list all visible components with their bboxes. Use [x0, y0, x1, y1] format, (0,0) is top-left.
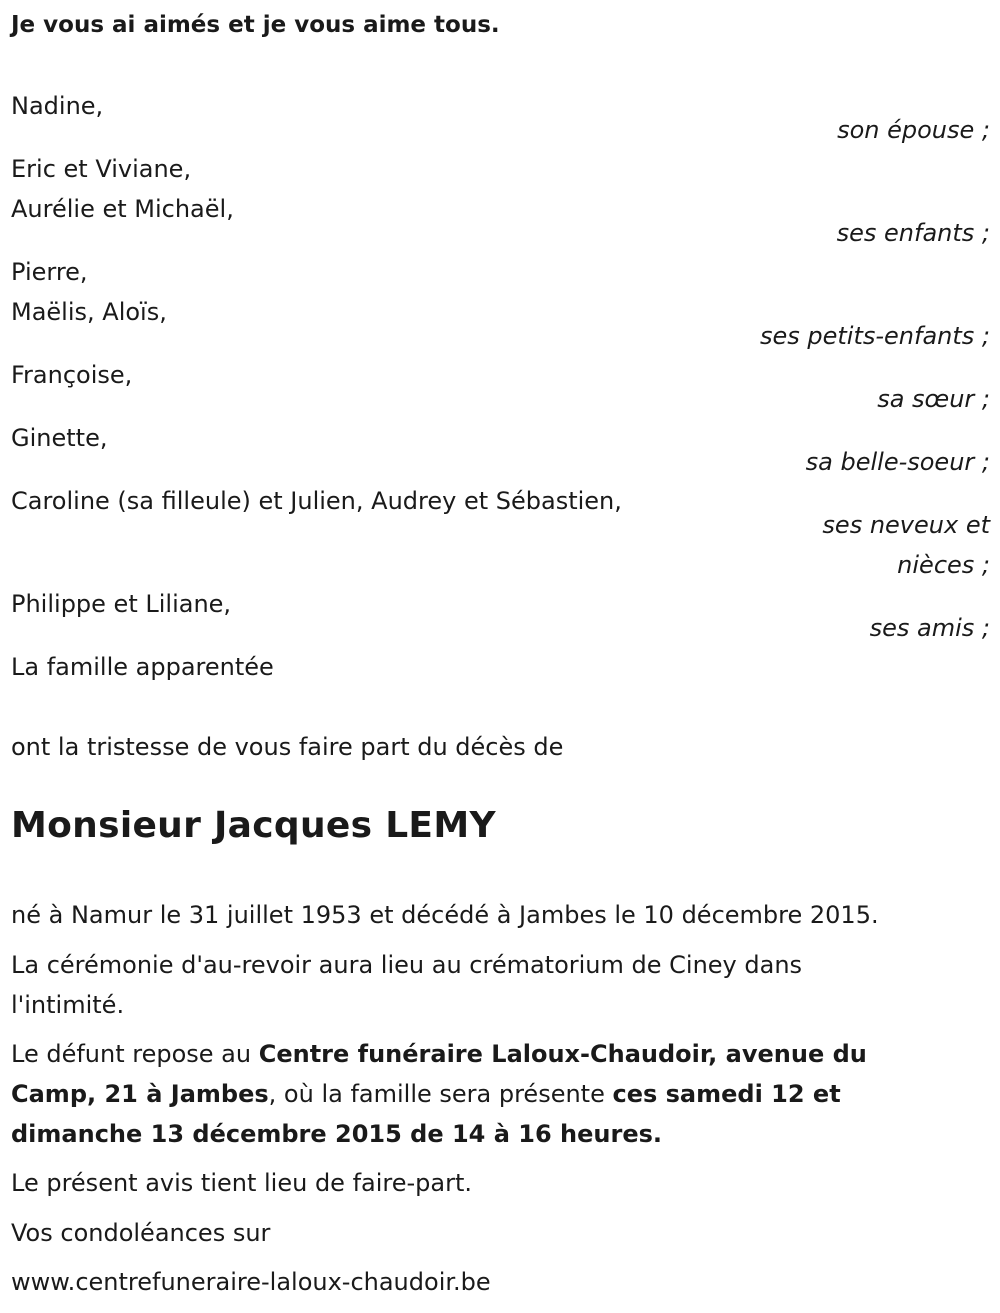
grandchildren-line-1: Pierre, [11, 258, 88, 286]
deceased-name: Monsieur Jacques LEMY [11, 805, 496, 846]
sister-in-law-name: Ginette, [11, 424, 108, 452]
rest-line-3 [11, 1122, 662, 1146]
children-line-2: Aurélie et Michaël, [11, 195, 234, 223]
sister-in-law-role: sa belle-soeur ; [805, 448, 990, 476]
notice: Le présent avis tient lieu de faire-part. [11, 1169, 473, 1197]
visiting-days-start: ces samedi 12 et [612, 1080, 841, 1108]
rest-line-2 [11, 1082, 841, 1106]
motto: Je vous ai aimés et je vous aime tous. [11, 12, 500, 38]
children-role: ses enfants ; [836, 219, 990, 247]
spouse-role: son épouse ; [837, 116, 990, 144]
announcement: ont la tristesse de vous faire part du décès de [11, 733, 564, 761]
grandchildren-role: ses petits-enfants ; [759, 322, 990, 350]
grandchildren-line-2: Maëlis, Aloïs, [11, 298, 167, 326]
obituary-page [11, 0, 990, 1313]
nephews-role-line-1: ses neveux et [822, 511, 990, 539]
rest-line-1 [11, 1042, 867, 1066]
relatives: La famille apparentée [11, 653, 274, 681]
rest-line-1-prefix: Le défunt repose au [11, 1040, 259, 1068]
birth-death: né à Namur le 31 juillet 1953 et décédé à Jambes le 10 décembre 2015. [11, 901, 879, 929]
friends-role: ses amis ; [869, 614, 990, 642]
nephews-names: Caroline (sa filleule) et Julien, Audrey et Sébastien, [11, 487, 622, 515]
visiting-days-end: dimanche 13 décembre 2015 de 14 à 16 heures. [11, 1120, 662, 1148]
condolences-label: Vos condoléances sur [11, 1219, 271, 1247]
sister-name: Françoise, [11, 361, 133, 389]
spouse-name: Nadine, [11, 92, 104, 120]
nephews-role-line-2: nièces ; [897, 551, 990, 579]
children-line-1: Eric et Viviane, [11, 155, 192, 183]
funeral-centre-address: Camp, 21 à Jambes [11, 1080, 269, 1108]
sister-role: sa sœur ; [877, 385, 990, 413]
ceremony-line-2: l'intimité. [11, 991, 125, 1019]
rest-line-2-middle: , où la famille sera présente [268, 1080, 613, 1108]
funeral-centre: Centre funéraire Laloux-Chaudoir, avenue du [258, 1040, 867, 1068]
ceremony-line-1: La cérémonie d'au-revoir aura lieu au crématorium de Ciney dans [11, 951, 803, 979]
website-link[interactable]: www.centrefuneraire-laloux-chaudoir.be [11, 1268, 491, 1296]
friends-name: Philippe et Liliane, [11, 590, 232, 618]
